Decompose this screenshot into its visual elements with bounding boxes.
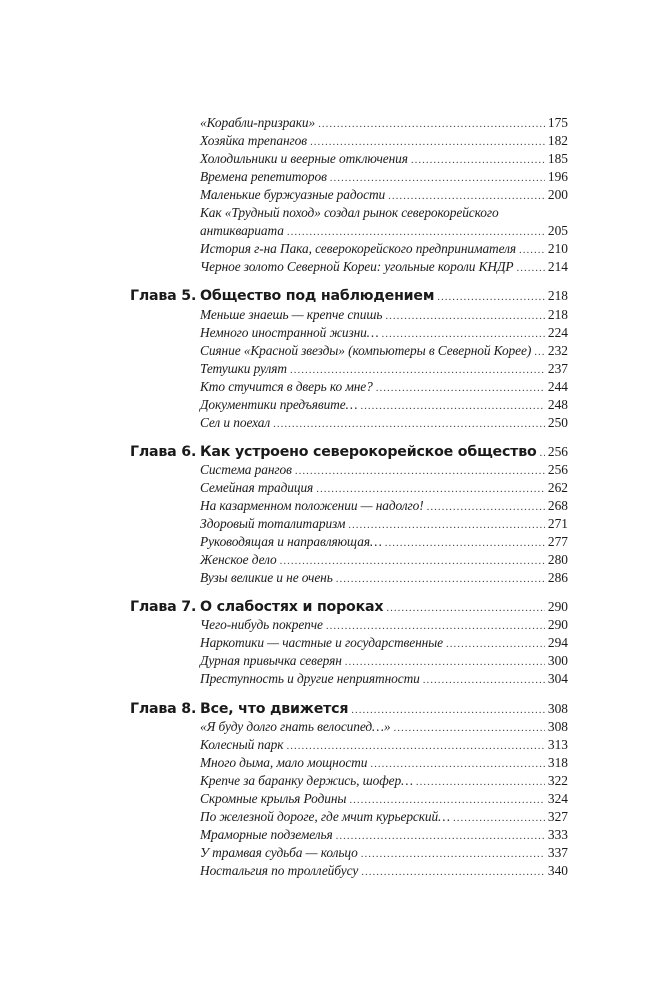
dot-leader (330, 172, 545, 184)
page-number: 308 (547, 718, 568, 734)
entry-title: У трамвая судьба — кольцо (200, 844, 358, 860)
page-number: 290 (547, 599, 568, 615)
page-number: 196 (547, 169, 568, 185)
toc-entry (200, 719, 568, 737)
entry-title: Сел и поехал (200, 414, 271, 430)
page-number: 232 (547, 342, 568, 358)
entry-title: Мраморные подземелья (200, 826, 333, 842)
entry-title: Крепче за баранку держись, шофер… (200, 772, 413, 788)
toc-entry (200, 809, 568, 827)
entry-title: «Корабли-призраки» (200, 115, 316, 130)
toc-entry (200, 223, 568, 241)
page-number: 300 (547, 653, 568, 669)
entry-title: Меньше знаешь — крепче спишь (200, 306, 383, 322)
entry-title: Холодильники и веерные отключения (200, 151, 408, 167)
entry-title: История г-на Пака, северокорейского предпринимателя (200, 241, 516, 257)
dot-leader (286, 740, 544, 752)
page-number: 244 (547, 378, 568, 394)
chapter-label: Глава 8. (130, 700, 197, 717)
page-number: 324 (547, 790, 568, 806)
page-number: 175 (547, 115, 568, 130)
toc-entry (200, 845, 568, 863)
dot-leader (376, 382, 545, 394)
entry-title: Преступность и другие неприятности (200, 671, 420, 687)
toc-entry (200, 534, 568, 552)
dot-leader (453, 812, 545, 824)
toc-entry (200, 480, 568, 498)
dot-leader (280, 555, 545, 567)
toc-entry (200, 827, 568, 845)
toc-entry (200, 397, 568, 415)
dot-leader (370, 758, 545, 770)
toc-entry (200, 498, 568, 516)
page-number: 268 (547, 498, 568, 513)
page-number: 214 (547, 259, 568, 275)
toc-entry (200, 361, 568, 379)
page-number: 286 (547, 570, 568, 586)
toc-entry (200, 635, 568, 653)
chapter-title: Все, что движется (200, 700, 349, 717)
entry-title: Сияние «Красной звезды» (компьютеры в Северной Корее) (200, 342, 532, 358)
toc-entry (200, 791, 568, 809)
page-number: 256 (547, 443, 568, 459)
chapter-title-row (200, 701, 568, 719)
dot-leader (540, 447, 545, 459)
entry-title: Скромные крылья Родины (200, 790, 347, 806)
toc-entry (200, 516, 568, 534)
page-number: 294 (547, 635, 568, 651)
dot-leader (351, 704, 545, 716)
dot-leader (393, 722, 544, 734)
entry-title: Хозяйка трепангов (200, 133, 307, 149)
page-number: 248 (547, 396, 568, 412)
dot-leader (295, 465, 545, 477)
page-number: 205 (547, 223, 568, 239)
dot-leader (316, 483, 545, 495)
toc-entry (200, 151, 568, 169)
toc-entry (200, 653, 568, 671)
page-number: 308 (547, 700, 568, 716)
toc-entry (200, 773, 568, 791)
chapter-title-row (200, 599, 568, 617)
chapter-title-row (200, 444, 568, 462)
toc-entry (200, 133, 568, 151)
page-number: 224 (547, 324, 568, 340)
chapter-label: Глава 6. (130, 443, 197, 460)
entry-title: Много дыма, мало мощности (200, 754, 368, 770)
toc-entry (200, 671, 568, 689)
dot-leader (290, 364, 545, 376)
page-number: 200 (547, 187, 568, 203)
dot-leader (287, 226, 545, 238)
entry-title: Руководящая и направляющая… (200, 534, 382, 550)
page-number: 218 (547, 288, 568, 304)
entry-title: Наркотики — частные и государственные (200, 635, 443, 651)
entry-title: Система рангов (200, 461, 292, 477)
toc-entry (200, 570, 568, 588)
page-number: 322 (547, 772, 568, 788)
page-number: 277 (547, 534, 568, 550)
toc-entry (200, 187, 568, 205)
page-number: 185 (547, 151, 568, 167)
toc-entry (200, 115, 568, 133)
dot-leader (326, 620, 545, 632)
dot-leader (385, 310, 545, 322)
entry-title: Здоровый тоталитаризм (200, 516, 346, 532)
page-number: 210 (547, 241, 568, 257)
chapter-title: О слабостях и пороках (200, 599, 384, 616)
toc-entry (200, 737, 568, 755)
dot-leader (349, 794, 545, 806)
dot-leader (345, 656, 545, 668)
toc-entry (200, 307, 568, 325)
page-number: 318 (547, 754, 568, 770)
entry-title: Черное золото Северной Кореи: угольные короли КНДР (200, 259, 514, 275)
toc-entry (200, 462, 568, 480)
entry-title: Кто стучится в дверь ко мне? (200, 378, 373, 394)
dot-leader (423, 674, 545, 686)
page-number: 333 (547, 826, 568, 842)
page-number: 250 (547, 414, 568, 430)
dot-leader (411, 154, 545, 166)
chapter-title-row (200, 288, 568, 306)
dot-leader (310, 136, 545, 148)
page-number: 262 (547, 479, 568, 495)
entry-title: Маленькие буржуазные радости (200, 187, 386, 203)
entry-title: Дурная привычка северян (200, 653, 342, 669)
entry-title: По железной дороге, где мчит курьерский… (200, 808, 450, 824)
dot-leader (385, 537, 545, 549)
page-number: 340 (547, 862, 568, 878)
dot-leader (336, 830, 545, 842)
toc-entry (200, 617, 568, 635)
dot-leader (437, 291, 545, 303)
toc-entry (200, 863, 568, 881)
toc-entry (200, 415, 568, 433)
page-number: 182 (547, 133, 568, 149)
dot-leader (336, 573, 545, 585)
page-number: 304 (547, 671, 568, 687)
entry-title: Документики предъявите… (200, 396, 358, 412)
toc-entry (200, 241, 568, 259)
page-number: 337 (547, 844, 568, 860)
toc-entry (200, 325, 568, 343)
toc-entry (200, 205, 568, 223)
toc-entry (200, 755, 568, 773)
chapter-title: Общество под наблюдением (200, 288, 435, 305)
chapter-label: Глава 5. (130, 288, 197, 305)
entry-title: Вузы великие и не очень (200, 570, 333, 586)
dot-leader (348, 519, 545, 531)
entry-title: «Я буду долго гнать велосипед…» (200, 718, 391, 734)
entry-title: антиквариата (200, 223, 284, 239)
dot-leader (382, 328, 545, 340)
dot-leader (446, 638, 545, 650)
entry-title: Тетушки рулят (200, 360, 287, 376)
entry-title: Семейная традиция (200, 479, 314, 495)
page-number: 256 (547, 461, 568, 477)
entry-title: Ностальгия по троллейбусу (200, 862, 359, 878)
entry-title: Чего-нибудь покрепче (200, 617, 323, 633)
dot-leader (361, 866, 545, 878)
entry-title: Женское дело (200, 552, 277, 568)
entry-title: Немного иностранной жизни… (200, 324, 379, 340)
entry-title: Колесный парк (200, 736, 284, 752)
dot-leader (416, 776, 545, 788)
page-number: 237 (547, 360, 568, 376)
dot-leader (318, 118, 545, 130)
dot-leader (360, 400, 545, 412)
entry-title: Времена репетиторов (200, 169, 327, 185)
page-number: 290 (547, 617, 568, 633)
dot-leader (427, 501, 545, 513)
page-number: 271 (547, 516, 568, 532)
dot-leader (519, 244, 545, 256)
page-number: 218 (547, 306, 568, 322)
entry-title: На казарменном положении — надолго! (200, 498, 424, 513)
dot-leader (534, 346, 545, 358)
chapter-title: Как устроено северокорейское общество (200, 443, 537, 460)
toc-entry (200, 343, 568, 361)
dot-leader (273, 418, 545, 430)
entry-title: Как «Трудный поход» создал рынок северокорейского (200, 205, 499, 221)
toc-entry (200, 379, 568, 397)
page-number: 327 (547, 808, 568, 824)
toc-entry (200, 169, 568, 187)
toc-entry (200, 259, 568, 277)
dot-leader (386, 602, 545, 614)
page-number: 280 (547, 552, 568, 568)
chapter-label: Глава 7. (130, 599, 197, 616)
dot-leader (516, 262, 544, 274)
toc-entry (200, 552, 568, 570)
dot-leader (388, 190, 545, 202)
page-number: 313 (547, 736, 568, 752)
dot-leader (361, 848, 545, 860)
